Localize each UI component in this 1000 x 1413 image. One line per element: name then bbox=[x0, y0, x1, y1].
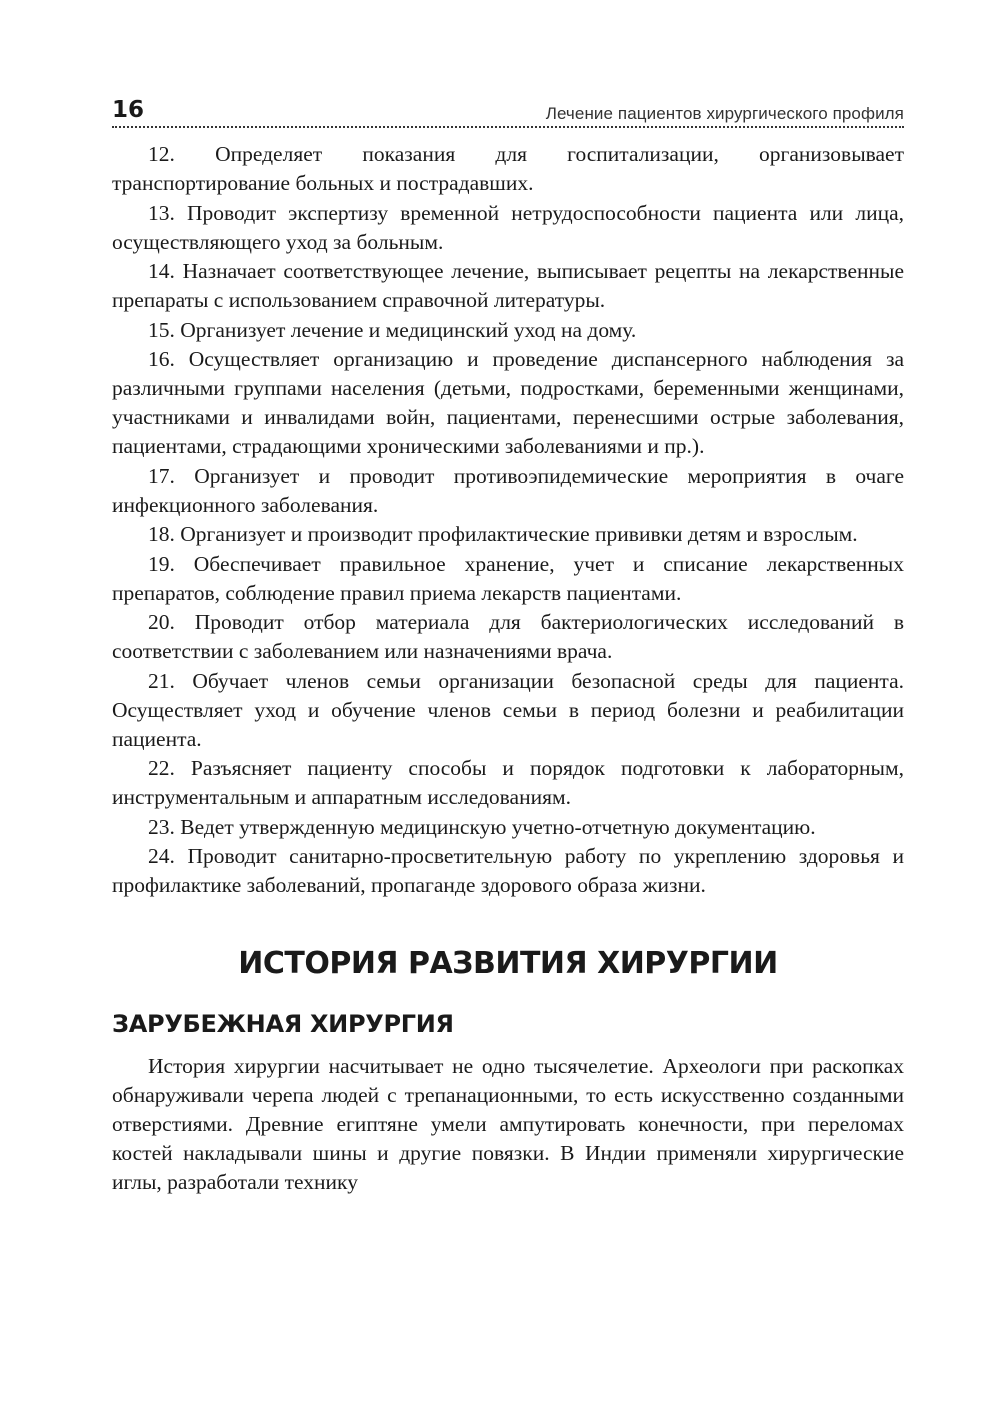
list-item: 13. Проводит экспертизу временной нетрудоспособности пациента или лица, осуществляющего уход за больным. bbox=[112, 200, 904, 254]
list-item: 20. Проводит отбор материала для бактериологических исследований в соответствии с заболеванием или назначениями врача. bbox=[112, 610, 904, 663]
duties-list bbox=[112, 140, 904, 900]
page-number: 16 bbox=[112, 97, 145, 123]
list-item: 24. Проводит санитарно-просветительную работу по укреплению здоровья и профилактике заболеваний, пропаганде здорового образа жизни. bbox=[112, 844, 904, 897]
list-item: 19. Обеспечивает правильное хранение, учет и списание лекарственных препаратов, соблюдение правил приема лекарств пациентами. bbox=[112, 551, 904, 605]
list-item: 15. Организует лечение и медицинский уход на дому. bbox=[148, 317, 637, 342]
list-item: 22. Разъясняет пациенту способы и порядок подготовки к лабораторным, инструментальным и аппаратным исследованиям. bbox=[112, 756, 904, 809]
list-item: 12. Определяет показания для госпитализации, организовывает транспортирование больных и пострадавших. bbox=[112, 142, 904, 195]
running-header bbox=[112, 88, 904, 128]
section-title: ЗАРУБЕЖНАЯ ХИРУРГИЯ bbox=[112, 1010, 454, 1038]
list-item: 14. Назначает соответствующее лечение, выписывает рецепты на лекарственные препараты с использованием справочной литературы. bbox=[112, 259, 904, 312]
list-item: 23. Ведет утвержденную медицинскую учетно-отчетную документацию. bbox=[148, 814, 816, 839]
list-item: 21. Обучает членов семьи организации безопасной среды для пациента. Осуществляет уход и обучение членов семьи в период болезни и реабилитации пациента. bbox=[112, 668, 904, 751]
book-page bbox=[112, 88, 904, 1198]
list-item: 17. Организует и проводит противоэпидемические мероприятия в очаге инфекционного заболевания. bbox=[112, 463, 904, 517]
body-paragraph: История хирургии насчитывает не одно тысячелетие. Археологи при раскопках обнаруживали черепа людей с трепанационными, то есть искусственно созданными отверстиями. Древние египтяне умели ампутировать конечности, при переломах костей накладывали шины и другие повязки. В Индии применяли хирургические иглы, разработали технику bbox=[112, 1054, 904, 1194]
running-title: Лечение пациентов хирургического профиля bbox=[545, 104, 904, 123]
chapter-title: ИСТОРИЯ РАЗВИТИЯ ХИРУРГИИ bbox=[238, 946, 778, 981]
list-item: 18. Организует и производит профилактические прививки детям и взрослым. bbox=[148, 522, 858, 546]
list-item: 16. Осуществляет организацию и проведение диспансерного наблюдения за различными группами населения (детьми, подростками, беременными женщинами, участниками и инвалидами войн, пациентами, перенесшими острые заболевания, пациентами, страдающими хроническими заболеваниями и пр.). bbox=[112, 347, 904, 458]
